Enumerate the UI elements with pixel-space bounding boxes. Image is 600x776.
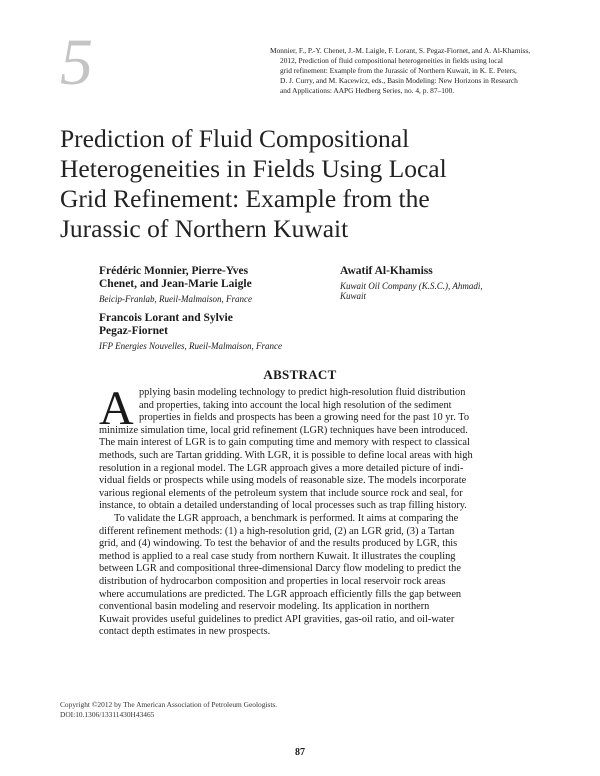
abstract-heading: ABSTRACT	[263, 367, 337, 382]
abstract-line: instance, to obtain a detailed understanding of local processes such as trap filling history.	[99, 500, 467, 512]
title-line: Grid Refinement: Example from the	[60, 184, 430, 213]
abstract-body	[99, 382, 579, 639]
author-names	[99, 265, 329, 291]
citation-line: D. J. Curry, and M. Kacewicz, eds., Basin Modeling: New Horizons in Research	[280, 76, 518, 85]
abstract-line: and properties, taking into account the local high resolution of the sediment	[139, 399, 452, 411]
abstract-line: methods, such are Tartan gridding. With LGR, it is possible to define local areas with high	[99, 449, 473, 461]
abstract-line: distribution of hydrocarbon composition and properties in local reservoir rock areas	[99, 575, 446, 587]
affiliation-line: Kuwait	[340, 291, 367, 301]
title-line: Jurassic of Northern Kuwait	[60, 214, 349, 243]
abstract-line: vidual fields or prospects while using models of reasonable size. The models incorporate	[99, 475, 467, 487]
author-affiliation	[340, 281, 570, 301]
page-number: 87	[295, 747, 305, 758]
doi-text: DOI:10.1306/13311430H43465	[60, 710, 155, 719]
title-line: Heterogeneities in Fields Using Local	[60, 154, 447, 183]
abstract-line: various regional elements of the petroleum system that include source rock and seal, for	[99, 487, 463, 499]
citation-line: grid refinement: Example from the Jurassic of Northern Kuwait, in K. E. Peters,	[280, 66, 517, 75]
abstract-line: properties in fields and prospects has been a growing need for the past 10 yr. To	[139, 412, 469, 424]
drop-cap: A	[99, 382, 134, 435]
author-name-line: Frédéric Monnier, Pierre-Yves	[99, 265, 249, 277]
citation-line: and Applications: AAPG Hedberg Series, no. 4, p. 87–100.	[280, 86, 455, 95]
abstract-line: resolution in a regional model. The LGR approach gives a more detailed picture of indi-	[99, 462, 464, 474]
citation-line: Monnier, F., P.-Y. Chenet, J.-M. Laigle, F. Lorant, S. Pegaz-Fiornet, and A. Al-Khamiss,	[270, 46, 531, 55]
copyright-block	[60, 700, 277, 720]
citation-block	[270, 46, 570, 96]
affiliation-line: Beicip-Franlab, Rueil-Malmaison, France	[99, 294, 252, 304]
affiliation-line: Kuwait Oil Company (K.S.C.), Ahmadi,	[340, 281, 483, 291]
abstract-line: conventional basin modeling and reservoir modeling. Its application in northern	[99, 601, 430, 613]
abstract-line: between LGR and compositional three-dimensional Darcy flow modeling to predict the	[99, 563, 461, 575]
author-names	[99, 312, 329, 338]
abstract-line: minimize simulation time, local grid refinement (LGR) techniques have been introduced.	[99, 424, 468, 436]
title-line: Prediction of Fluid Compositional	[60, 124, 410, 153]
paper-title	[60, 124, 580, 244]
abstract-line: contact depth estimates in new prospects.	[99, 626, 271, 638]
abstract-line: pplying basin modeling technology to predict high-resolution fluid distribution	[139, 387, 466, 398]
author-name-line: Awatif Al-Khamiss	[340, 265, 433, 277]
copyright-text: Copyright ©2012 by The American Association of Petroleum Geologists.	[60, 700, 278, 709]
citation-line: 2012, Prediction of fluid compositional heterogeneities in fields using local	[280, 56, 503, 65]
author-group-2	[99, 312, 329, 351]
author-affiliation	[99, 341, 329, 351]
abstract-line: where accumulations are predicted. The LGR approach efficiently fills the gap between	[99, 588, 462, 600]
authors-left-column	[99, 265, 329, 351]
abstract-line: method is applied to a real case study from northern Kuwait. It illustrates the coupling	[99, 550, 456, 562]
abstract-line: To validate the LGR approach, a benchmark is performed. It aims at comparing the	[114, 512, 459, 524]
author-name-line: Chenet, and Jean-Marie Laigle	[99, 278, 252, 290]
author-name-line: Francois Lorant and Sylvie	[99, 312, 233, 324]
author-group-1	[99, 265, 329, 304]
author-group-3	[340, 265, 570, 301]
authors-right-column	[340, 265, 570, 301]
abstract-line: The main interest of LGR is to gain computing time and memory with respect to classical	[99, 437, 470, 449]
affiliation-line: IFP Energies Nouvelles, Rueil-Malmaison, France	[99, 341, 282, 351]
abstract-line: different refinement methods: (1) a high-resolution grid, (2) an LGR grid, (3) a Tartan	[99, 525, 455, 537]
author-name-line: Pegaz-Fiornet	[99, 325, 168, 337]
abstract-line: Kuwait provides useful guidelines to predict API gravities, gas-oil ratio, and oil-water	[99, 613, 455, 625]
author-names	[340, 265, 570, 278]
chapter-number: 5	[60, 26, 93, 99]
abstract-line: grid, and (4) windowing. To test the behavior of and the results produced by LGR, this	[99, 538, 458, 550]
author-affiliation	[99, 294, 329, 304]
